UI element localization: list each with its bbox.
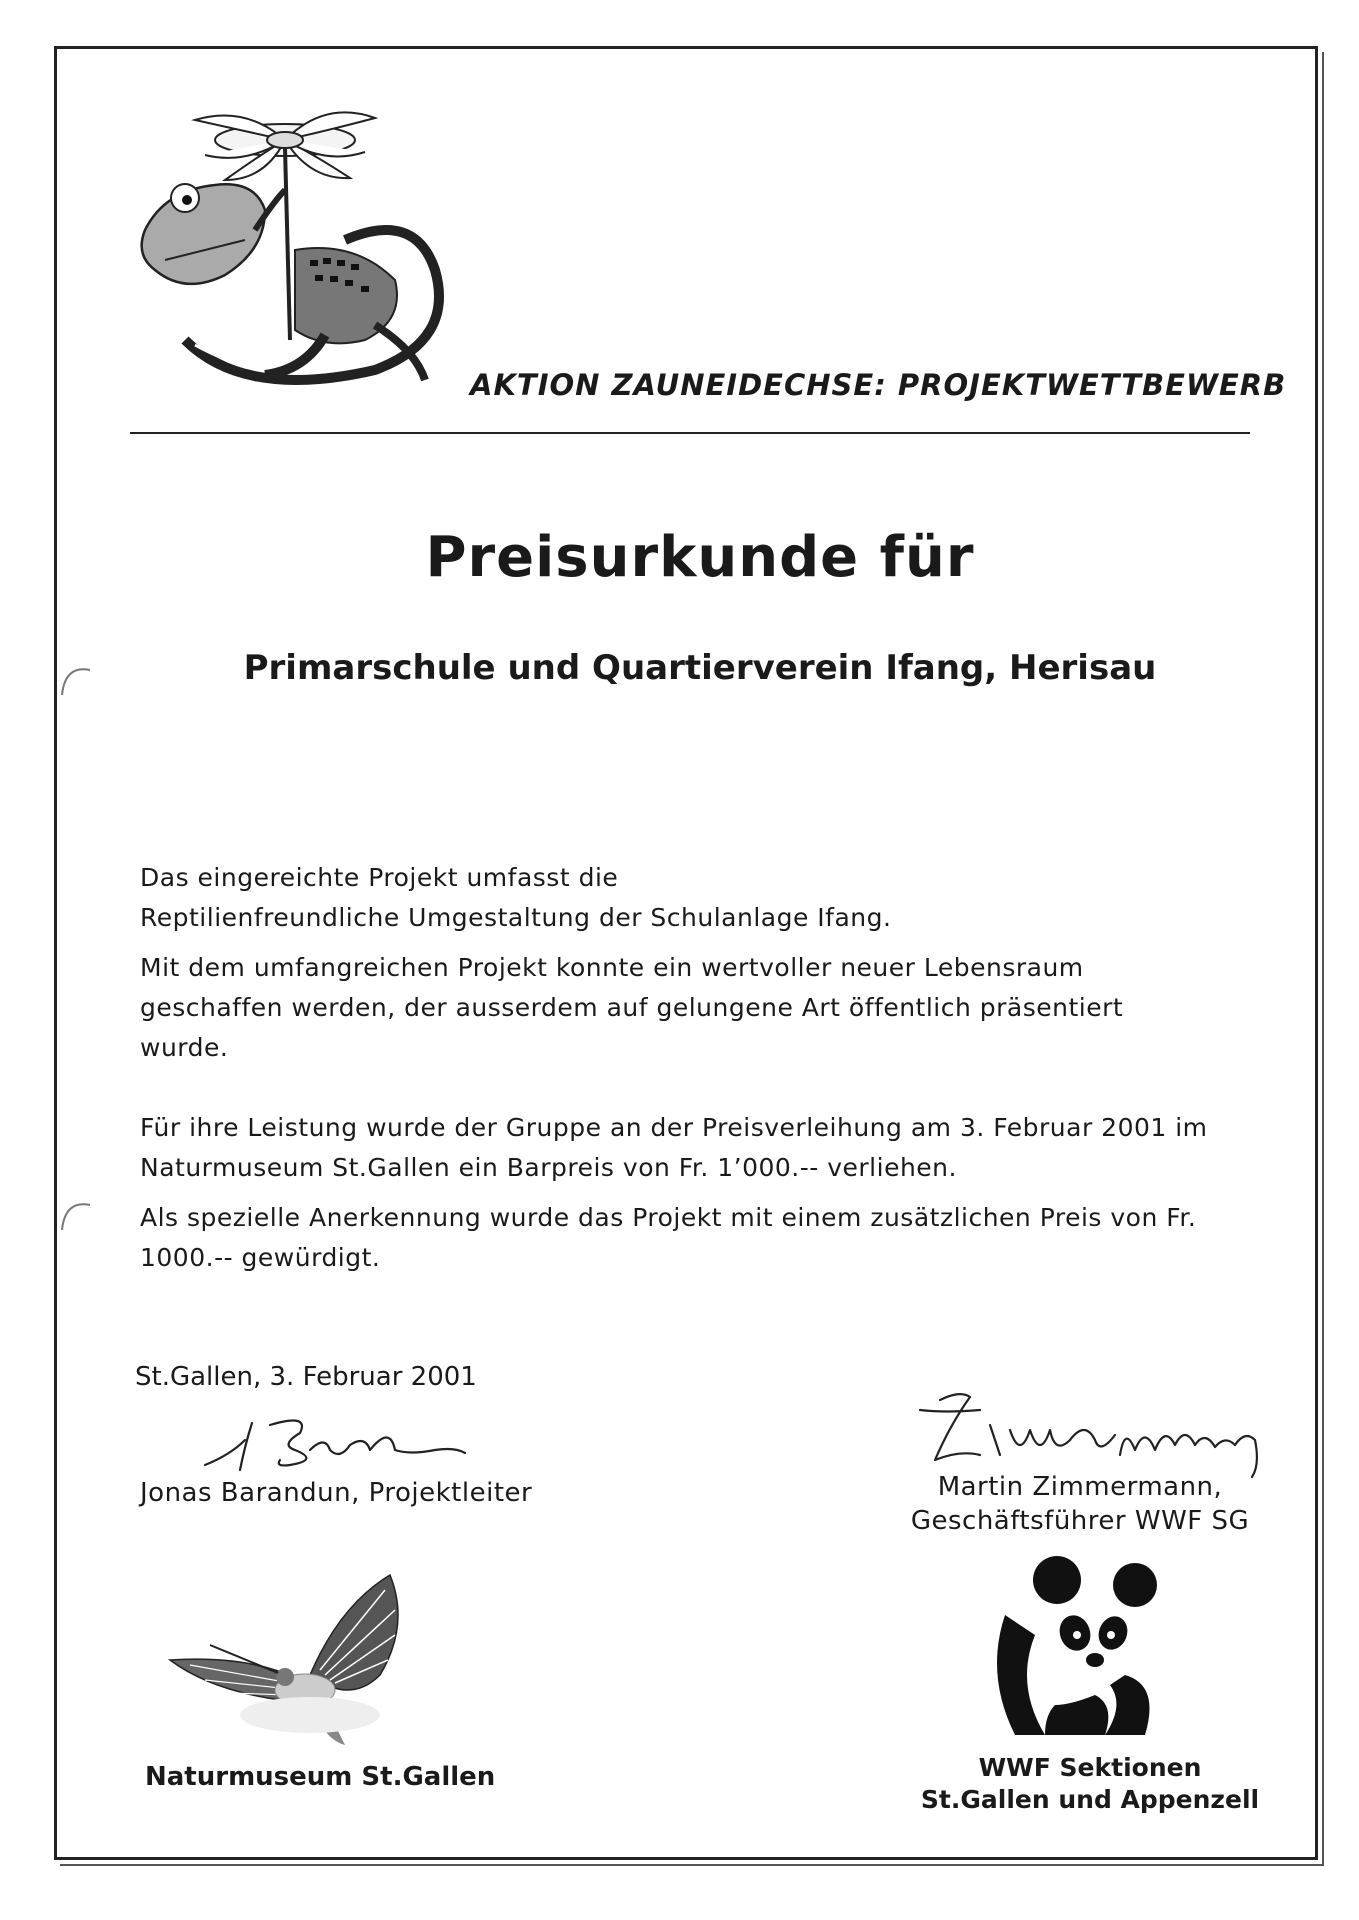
recipient-name: Primarschule und Quartierverein Ifang, Herisau [243, 648, 1157, 688]
paragraph-line: Mit dem umfangreichen Projekt konnte ein wertvoller neuer Lebensraum [140, 953, 1084, 982]
paragraph-award [140, 1108, 1260, 1188]
signer-name-line: Martin Zimmermann, [937, 1472, 1223, 1502]
museum-label: Naturmuseum St.Gallen [145, 1762, 496, 1792]
signer-zimmermann [880, 1470, 1280, 1538]
signer-title-line: Geschäftsführer WWF SG [910, 1506, 1250, 1536]
certificate-title: Preisurkunde für [425, 525, 975, 590]
signature-zimmermann-icon [910, 1385, 1280, 1480]
header-divider [130, 432, 1250, 434]
signer-barandun: Jonas Barandun, Projektleiter [140, 1478, 533, 1508]
paragraph-project [140, 858, 1260, 938]
wwf-label [900, 1752, 1280, 1816]
punch-hole-bottom [50, 1190, 100, 1250]
paragraph-line: wurde. [140, 1033, 229, 1062]
lizard-flower-logo-icon [125, 100, 455, 390]
paragraph-line: Das eingereichte Projekt umfasst die [140, 863, 619, 892]
paragraph-recognition [140, 1198, 1260, 1278]
paragraph-description [140, 948, 1260, 1068]
wwf-panda-logo-icon [985, 1555, 1185, 1745]
place-date: St.Gallen, 3. Februar 2001 [135, 1362, 477, 1392]
paragraph-line: geschaffen werden, der ausserdem auf gelungene Art öffentlich präsentiert [140, 993, 1124, 1022]
paragraph-line: 1000.-- gewürdigt. [140, 1243, 381, 1272]
signature-barandun-icon [200, 1405, 480, 1485]
paragraph-line: Für ihre Leistung wurde der Gruppe an der Preisverleihung am 3. Februar 2001 im [140, 1113, 1208, 1142]
paragraph-line: Naturmuseum St.Gallen ein Barpreis von Fr. 1’000.-- verliehen. [140, 1153, 957, 1182]
hummingbird-logo-icon [160, 1565, 430, 1755]
paragraph-line: Reptilienfreundliche Umgestaltung der Schulanlage Ifang. [140, 903, 892, 932]
wwf-label-line: St.Gallen und Appenzell [920, 1785, 1260, 1814]
wwf-label-line: WWF Sektionen [978, 1753, 1202, 1782]
campaign-title: AKTION ZAUNEIDECHSE: PROJEKTWETTBEWERB [470, 368, 1287, 402]
paragraph-line: Als spezielle Anerkennung wurde das Projekt mit einem zusätzlichen Preis von Fr. [140, 1203, 1197, 1232]
